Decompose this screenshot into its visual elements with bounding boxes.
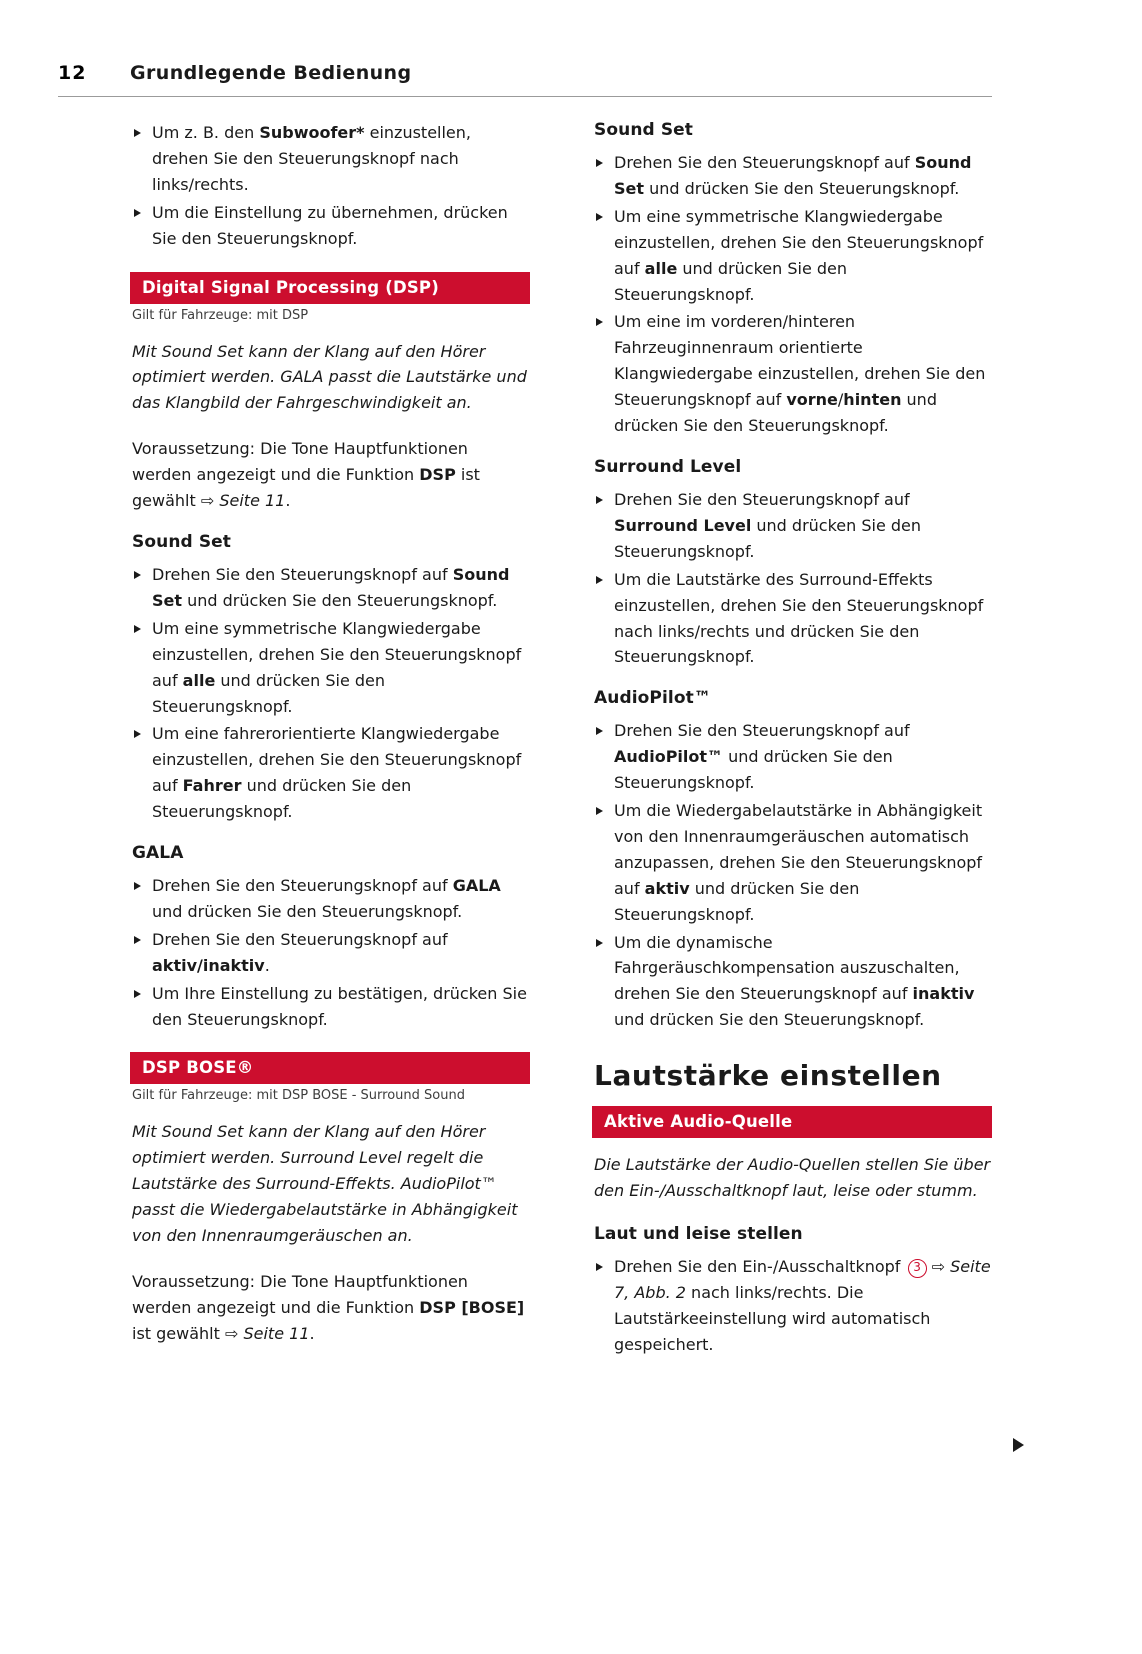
left-column (130, 120, 530, 1366)
list-item: Um z. B. den Subwoofer* einzustellen, drehen Sie den Steuerungsknopf nach links/rechts. (130, 120, 530, 198)
gala-bullet-list (130, 873, 530, 1032)
page-turn-icon (1013, 1438, 1024, 1452)
list-item: Drehen Sie den Steuerungsknopf auf aktiv/inaktiv. (130, 927, 530, 979)
page-number: 12 (58, 62, 87, 84)
audiopilot-bullet-list (592, 718, 992, 1033)
heading-sound-set-right: Sound Set (594, 120, 694, 140)
list-item: Um eine im vorderen/hinteren Fahrzeuginnenraum orientierte Klangwiedergabe einzustellen, drehen Sie den Steuerungsknopf auf vorne/hinten und drücken Sie den Steuerungsknopf. (592, 309, 992, 439)
heading-audiopilot: AudioPilot™ (594, 688, 711, 709)
list-item: Drehen Sie den Steuerungsknopf auf Surround Level und drücken Sie den Steuerungsknopf. (592, 487, 992, 565)
page-header (58, 62, 992, 84)
header-divider (58, 96, 992, 97)
bose-precondition-text: Voraussetzung: Die Tone Hauptfunktionen werden angezeigt und die Funktion DSP [BOSE] ist gewählt ⇨ Seite 11. (132, 1272, 525, 1343)
sound-set-bullet-list-left (130, 562, 530, 825)
section-banner-dsp-bose-subtitle: Gilt für Fahrzeuge: mit DSP BOSE - Surround Sound (132, 1088, 465, 1104)
heading-sound-set-left: Sound Set (132, 531, 232, 552)
list-item: Um die Einstellung zu übernehmen, drücken Sie den Steuerungsknopf. (130, 200, 530, 252)
section-banner-dsp: Digital Signal Processing (DSP) (130, 272, 530, 304)
list-item: Drehen Sie den Steuerungsknopf auf Sound Set und drücken Sie den Steuerungsknopf. (592, 150, 992, 202)
list-item: Um eine fahrerorientierte Klangwiedergabe einzustellen, drehen Sie den Steuerungsknopf auf Fahrer und drücken Sie den Steuerungsknopf. (130, 721, 530, 825)
left-top-bullet-list (130, 120, 530, 252)
list-item: Um die Wiedergabelautstärke in Abhängigkeit von den Innenraumgeräuschen automatisch anzupassen, drehen Sie den Steuerungsknopf auf aktiv und drücken Sie den Steuerungsknopf. (592, 798, 992, 928)
section-banner-dsp-subtitle: Gilt für Fahrzeuge: mit DSP (132, 307, 309, 323)
bose-intro-text: Mit Sound Set kann der Klang auf den Hörer optimiert werden. Surround Level regelt die Lautstärke des Surround-Effekts. AudioPilot™ passt die Wiedergabelautstärke in Abhängigkeit von den Innenraumgeräuschen an. (132, 1122, 518, 1246)
heading-gala: GALA (132, 843, 184, 864)
section-banner-aktive-audio-quelle: Aktive Audio-Quelle (592, 1106, 992, 1138)
heading-laut-und-leise-stellen: Laut und leise stellen (594, 1224, 803, 1244)
list-item: Drehen Sie den Steuerungsknopf auf Sound Set und drücken Sie den Steuerungsknopf. (130, 562, 530, 614)
list-item: Um eine symmetrische Klangwiedergabe einzustellen, drehen Sie den Steuerungsknopf auf alle und drücken Sie den Steuerungsknopf. (130, 616, 530, 720)
surround-bullet-list (592, 487, 992, 670)
heading-surround-level: Surround Level (594, 456, 742, 477)
list-item: Drehen Sie den Steuerungsknopf auf AudioPilot™ und drücken Sie den Steuerungsknopf. (592, 718, 992, 796)
list-item: Um Ihre Einstellung zu bestätigen, drücken Sie den Steuerungsknopf. (130, 981, 530, 1033)
loud-quiet-bullet-list (592, 1254, 992, 1358)
list-item: Um die Lautstärke des Surround-Effekts einzustellen, drehen Sie den Steuerungsknopf nach links/rechts und drücken Sie den Steuerungsknopf. (592, 567, 992, 671)
dsp-precondition-text: Voraussetzung: Die Tone Hauptfunktionen werden angezeigt und die Funktion DSP ist gewählt ⇨ Seite 11. (132, 439, 480, 511)
heading-lautstaerke-einstellen: Lautstärke einstellen (594, 1059, 942, 1093)
list-item: Um eine symmetrische Klangwiedergabe einzustellen, drehen Sie den Steuerungsknopf auf alle und drücken Sie den Steuerungsknopf. (592, 204, 992, 308)
page-title: Grundlegende Bedienung (130, 62, 412, 84)
content-columns (58, 120, 992, 1366)
list-item: Drehen Sie den Steuerungsknopf auf GALA und drücken Sie den Steuerungsknopf. (130, 873, 530, 925)
list-item: Um die dynamische Fahrgeräuschkompensation auszuschalten, drehen Sie den Steuerungsknopf auf inaktiv und drücken Sie den Steuerungsknopf. (592, 930, 992, 1034)
sound-set-bullet-list-right (592, 150, 992, 439)
right-column (592, 120, 992, 1366)
list-item: Drehen Sie den Ein-/Ausschaltknopf 3 ⇨ Seite 7, Abb. 2 nach links/rechts. Die Lautstärkeeinstellung wird automatisch gespeichert. (592, 1254, 992, 1358)
dsp-intro-text: Mit Sound Set kann der Klang auf den Hörer optimiert werden. GALA passt die Lautstärke und das Klangbild der Fahrgeschwindigkeit an. (132, 341, 527, 413)
volume-intro-text: Die Lautstärke der Audio-Quellen stellen Sie über den Ein-/Ausschaltknopf laut, leise oder stumm. (594, 1155, 991, 1201)
section-banner-dsp-bose: DSP BOSE® (130, 1052, 530, 1084)
